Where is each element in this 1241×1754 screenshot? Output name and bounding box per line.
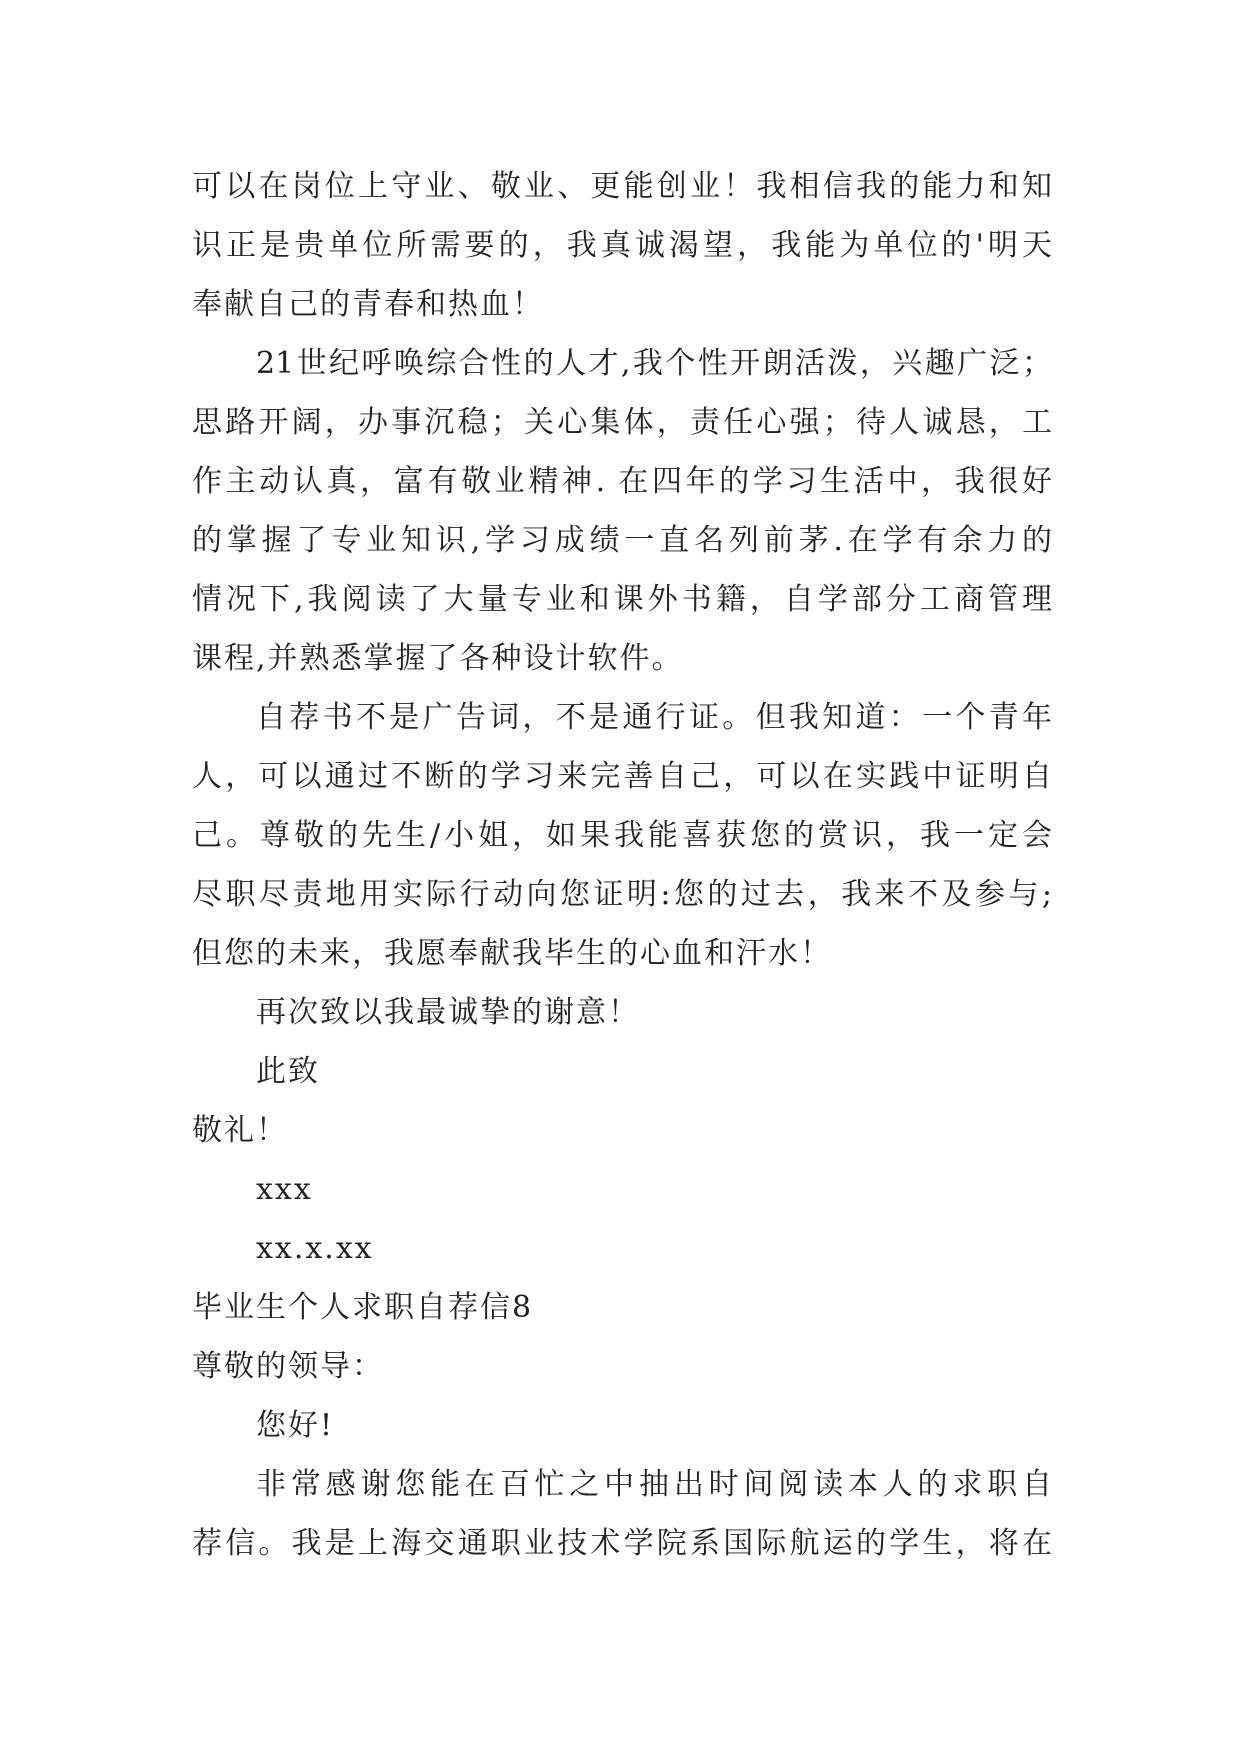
paragraph-1-line-1: 可以在岗位上守业、敬业、更能创业！我相信我的能力和知 xyxy=(192,169,1052,204)
closing-ci-zhi: 此致 xyxy=(256,1054,320,1089)
paragraph-2-line-4: 的掌握了专业知识,学习成绩一直名列前茅.在学有余力的 xyxy=(192,523,1052,558)
salutation: 尊敬的领导： xyxy=(192,1349,384,1384)
document-body xyxy=(192,157,1052,1573)
greeting: 您好! xyxy=(256,1408,335,1443)
letter-8-heading: 毕业生个人求职自荐信8 xyxy=(192,1290,534,1325)
signature-date: xx.x.xx xyxy=(256,1231,374,1266)
paragraph-3-line-5: 但您的未来，我愿奉献我毕生的心血和汗水！ xyxy=(192,936,832,971)
paragraph-2-line-6: 课程,并熟悉掌握了各种设计软件。 xyxy=(192,641,684,676)
thanks-line: 再次致以我最诚挚的谢意！ xyxy=(256,995,640,1030)
paragraph-1-line-2: 识正是贵单位所需要的，我真诚渴望，我能为单位的'明天 xyxy=(192,228,1052,263)
paragraph-4-line-2: 荐信。我是上海交通职业技术学院系国际航运的学生，将在 xyxy=(192,1526,1052,1561)
paragraph-4-line-1: 非常感谢您能在百忙之中抽出时间阅读本人的求职自 xyxy=(256,1467,1052,1502)
paragraph-3-line-2: 人，可以通过不断的学习来完善自己，可以在实践中证明自 xyxy=(192,759,1052,794)
paragraph-1-line-3: 奉献自己的青春和热血！ xyxy=(192,287,544,322)
paragraph-2-line-2: 思路开阔，办事沉稳；关心集体，责任心强；待人诚恳，工 xyxy=(192,405,1052,440)
paragraph-3-line-3: 己。尊敬的先生/小姐，如果我能喜获您的赏识，我一定会 xyxy=(192,818,1052,853)
paragraph-2-line-5: 情况下,我阅读了大量专业和课外书籍，自学部分工商管理 xyxy=(192,582,1052,617)
paragraph-2-line-1: 21世纪呼唤综合性的人才,我个性开朗活泼，兴趣广泛； xyxy=(256,346,1052,381)
signature-name: xxx xyxy=(256,1172,313,1207)
closing-jing-li: 敬礼！ xyxy=(192,1113,288,1148)
paragraph-2-line-3: 作主动认真，富有敬业精神. 在四年的学习生活中，我很好 xyxy=(192,464,1052,499)
paragraph-3-line-4: 尽职尽责地用实际行动向您证明:您的过去，我来不及参与; xyxy=(192,877,1052,912)
paragraph-3-line-1: 自荐书不是广告词，不是通行证。但我知道：一个青年 xyxy=(256,700,1052,735)
